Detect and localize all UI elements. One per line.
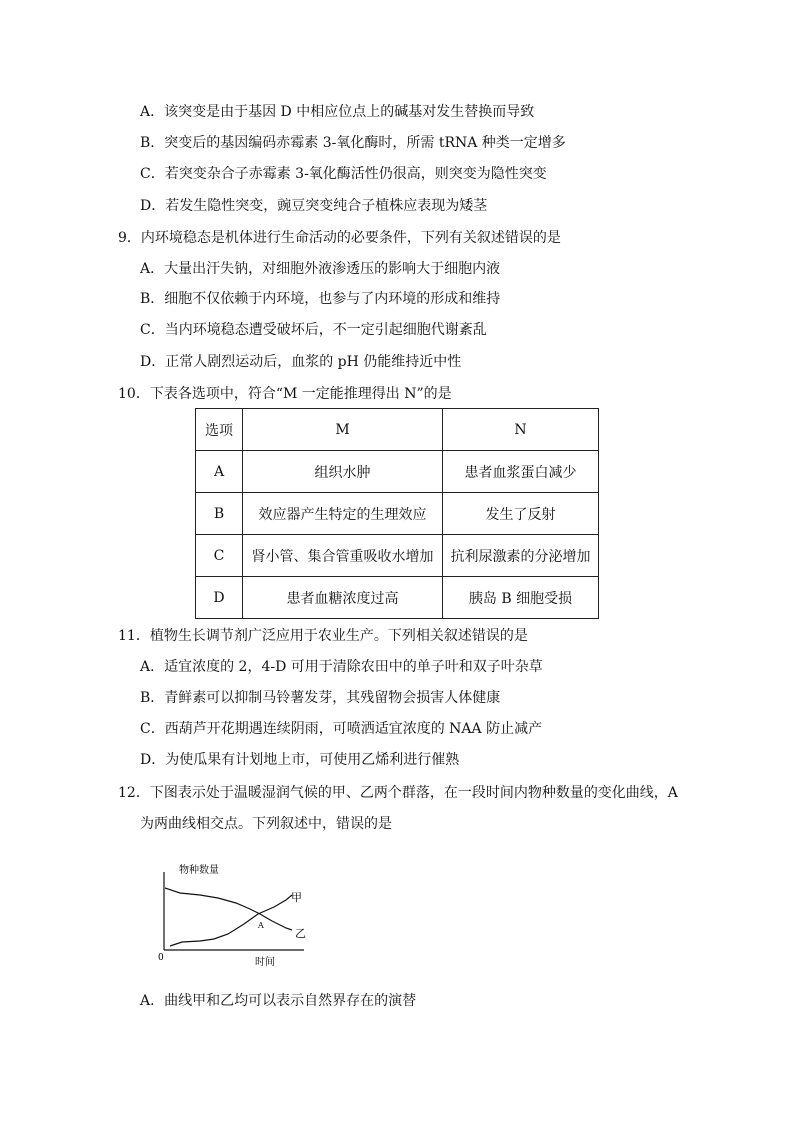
q12-option-a: A．曲线甲和乙均可以表示自然界存在的演替	[140, 993, 417, 1009]
table-cell: 发生了反射	[443, 493, 599, 535]
table-cell: B	[196, 493, 243, 535]
table-cell: C	[196, 535, 243, 577]
q12-stem-line1: 12．下图表示处于温暖湿润气候的甲、乙两个群落，在一段时间内物种数量的变化曲线，A	[118, 785, 678, 801]
q11-option-d: D．为使瓜果有计划地上市，可使用乙烯利进行催熟	[140, 752, 460, 768]
table-row	[196, 577, 599, 619]
table-cell: A	[196, 451, 243, 493]
intersection-point-label: A	[258, 921, 264, 930]
q9-option-a: A．大量出汗失钠，对细胞外液渗透压的影响大于细胞内液	[140, 261, 501, 277]
q9-stem: 9．内环境稳态是机体进行生命活动的必要条件，下列有关叙述错误的是	[118, 230, 561, 246]
table-cell: 组织水肿	[243, 451, 443, 493]
curve-yi	[165, 888, 292, 930]
y-axis-label: 物种数量	[179, 865, 219, 876]
q11-option-c: C．西葫芦开花期遇连续阴雨，可喷洒适宜浓度的 NAA 防止减产	[140, 721, 543, 737]
table-row	[196, 535, 599, 577]
q8-option-d: D．若发生隐性突变，豌豆突变纯合子植株应表现为矮茎	[140, 198, 488, 214]
table-cell: 肾小管、集合管重吸收水增加	[243, 535, 443, 577]
q8-option-a: A．该突变是由于基因 D 中相应位点上的碱基对发生替换而导致	[140, 104, 535, 120]
species-curve-figure	[152, 858, 312, 970]
q9-option-d: D．正常人剧烈运动后，血浆的 pH 仍能维持近中性	[140, 354, 462, 370]
curve-jia	[170, 895, 292, 946]
table-cell: 效应器产生特定的生理效应	[243, 493, 443, 535]
curve-yi-label: 乙	[295, 927, 306, 940]
curve-jia-label: 甲	[291, 891, 302, 904]
q11-stem: 11．植物生长调节剂广泛应用于农业生产。下列相关叙述错误的是	[118, 628, 528, 644]
table-header-cell: N	[443, 409, 599, 451]
q11-option-a: A．适宜浓度的 2，4-D 可用于清除农田中的单子叶和双子叶杂草	[140, 659, 543, 675]
origin-label: 0	[158, 953, 164, 963]
q9-option-c: C．当内环境稳态遭受破坏后，不一定引起细胞代谢紊乱	[140, 322, 487, 338]
q8-option-c: C．若突变杂合子赤霉素 3-氧化酶活性仍很高，则突变为隐性突变	[140, 166, 547, 182]
q8-option-b: B．突变后的基因编码赤霉素 3-氧化酶时，所需 tRNA 种类一定增多	[140, 135, 566, 151]
x-axis-label: 时间	[255, 957, 275, 968]
table-cell: 患者血糖浓度过高	[243, 577, 443, 619]
q10-stem: 10．下表各选项中，符合“M 一定能推理得出 N”的是	[118, 386, 452, 402]
q11-option-b: B．青鲜素可以抑制马铃薯发芽，其残留物会损害人体健康	[140, 690, 501, 706]
table-cell: 患者血浆蛋白减少	[443, 451, 599, 493]
table-row	[196, 451, 599, 493]
table-row	[196, 493, 599, 535]
table-header-row	[196, 409, 599, 451]
q9-option-b: B．细胞不仅依赖于内环境，也参与了内环境的形成和维持	[140, 291, 501, 307]
q10-table	[195, 408, 599, 619]
table-header-cell: M	[243, 409, 443, 451]
table-header-cell: 选项	[196, 409, 243, 451]
q12-stem-line2: 为两曲线相交点。下列叙述中，错误的是	[140, 816, 392, 832]
table-cell: D	[196, 577, 243, 619]
table-cell: 胰岛 B 细胞受损	[443, 577, 599, 619]
table-cell: 抗利尿激素的分泌增加	[443, 535, 599, 577]
